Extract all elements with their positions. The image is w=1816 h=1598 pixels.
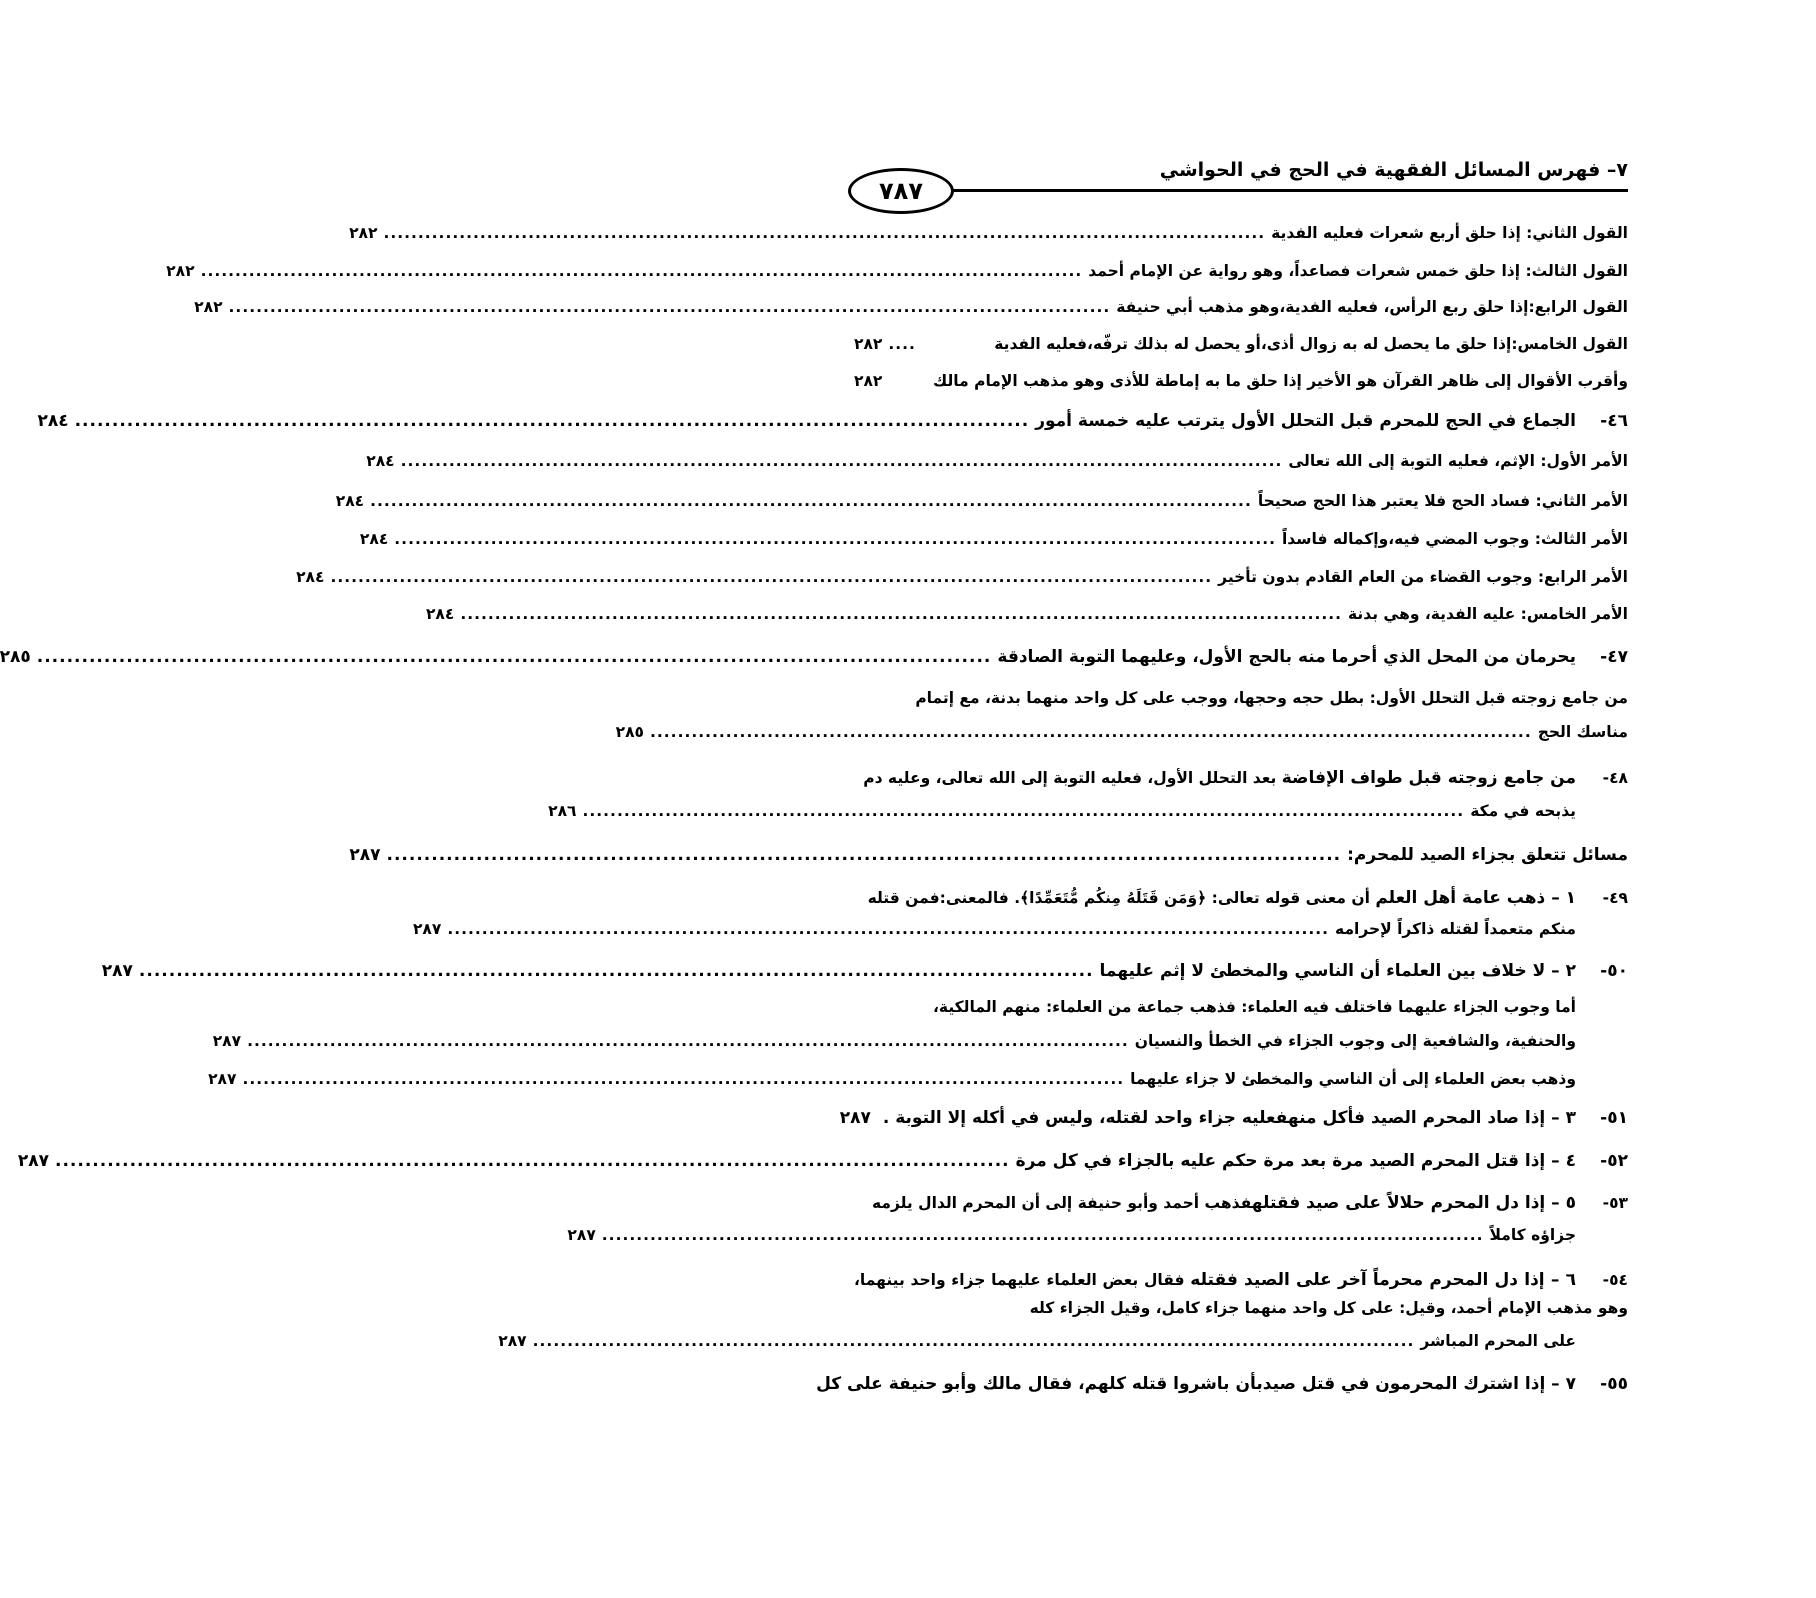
entry-text: وذهب بعض العلماء إلى أن الناسي والمخطئ لا جزاء عليهما <box>1130 1070 1576 1088</box>
leader-dots: ................................................................................................................................ <box>532 1332 1415 1350</box>
entry-lead: ٤ – إذا قتل المحرم الصيد مرة بعد مرة <box>1263 1151 1576 1171</box>
entry-text: وعليهما التوبة الصادقة <box>997 647 1193 667</box>
entry-number: ٤٧- <box>1600 647 1628 667</box>
entry-page: ٢٨٤ <box>366 452 395 470</box>
entry-page: ٢٨٤ <box>296 568 325 586</box>
entry-lead: ٢ – لا خلاف بين العلماء <box>1386 961 1576 981</box>
entry-number: ٥٢- <box>1600 1151 1628 1171</box>
entry-lead: ٦ – إذا دل المحرم محرماً آخر على الصيد فقتله <box>1190 1270 1576 1290</box>
entry-50-paragraph: أما وجوب الجزاء عليهما فاختلف فيه العلماء: فذهب جماعة من العلماء: منهم المالكية، <box>933 998 1576 1016</box>
entry-page: ٢٨٧ <box>17 1151 49 1171</box>
toc-entry-52 <box>17 1150 1628 1172</box>
toc-entry <box>359 528 1628 550</box>
entry-text: وجوب القضاء من العام القادم بدون تأخير <box>1218 568 1538 586</box>
toc-entry <box>208 1068 1628 1090</box>
leader-dots: ................................................................................................................................ <box>228 298 1111 316</box>
entry-page: ٢٨٤ <box>359 530 389 548</box>
toc-entry <box>567 1224 1628 1246</box>
entry-number: ٤٨- <box>1602 769 1628 787</box>
entry-page: ٢٨٤ <box>37 411 69 431</box>
entry-lead: الأمر الرابع: <box>1537 568 1628 586</box>
entry-text: إذا حلق ربع الرأس، فعليه الفدية،وهو مذهب أبي حنيفة <box>1116 298 1529 316</box>
entry-47-paragraph: من جامع زوجته قبل التحلل الأول: بطل حجه وحجها، ووجب على كل واحد منهما بدنة، مع إتمام <box>915 689 1628 707</box>
header-rule <box>946 189 1628 192</box>
toc-entry <box>412 918 1628 940</box>
entry-text: إذا حلق خمس شعرات فصاعداً، وهو رواية عن الإمام أحمد <box>1088 262 1526 280</box>
entry-lead: القول الثاني: <box>1526 224 1628 242</box>
entry-page: ٢٨٢ <box>166 262 195 280</box>
leader-dots: ................................................................................................................................ <box>447 920 1330 938</box>
entry-lead: ٣ – إذا صاد المحرم الصيد فأكل منه <box>1287 1108 1576 1128</box>
toc-entry-46 <box>37 410 1628 432</box>
entry-lead: يحرمان من المحل الذي أحرما منه بالحج الأول، <box>1192 647 1576 667</box>
entry-lead: من جامع زوجته قبل طواف الإفاضة <box>1281 768 1576 788</box>
entry-page: ٢٨٢ <box>349 224 378 242</box>
toc-entry-51 <box>839 1107 1628 1129</box>
page-number-badge: ٧٨٧ <box>848 168 954 214</box>
toc-entry-50 <box>101 960 1628 982</box>
entry-page: ٢٨٧ <box>101 961 133 981</box>
leader-dots: ................................................................................................................................ <box>383 224 1266 242</box>
toc-entry-55 <box>816 1373 1628 1395</box>
entry-text: على المحرم المباشر <box>1420 1332 1576 1350</box>
entry-text: وجوب المضي فيه،وإكماله فاسداً <box>1281 530 1535 548</box>
entry-page: ٢٨٤ <box>335 492 365 510</box>
entry-text: مناسك الحج <box>1537 723 1628 741</box>
entry-lead: الأمر الثالث: <box>1534 530 1628 548</box>
entry-page: ٢٨٥ <box>0 647 31 667</box>
entry-text: حكم عليه بالجزاء في كل مرة <box>1015 1151 1264 1171</box>
entry-53-paragraph <box>854 1189 1628 1217</box>
entry-lead: ١ – ذهب عامة أهل العلم <box>1375 888 1576 908</box>
entry-page: ٢٨٧ <box>498 1332 527 1350</box>
leader-dots: ................................................................................................................................ <box>394 530 1276 548</box>
leader-dots: ................................................................................................................................ <box>55 1151 1010 1171</box>
toc-entry <box>548 800 1628 822</box>
entry-page: ٢٨٧ <box>839 1108 871 1128</box>
leader-dots: ................................................................................................................................ <box>247 1032 1129 1050</box>
entry-text: فعليه جزاء واحد لقتله، وليس في أكله إلا التوبة . <box>882 1108 1288 1128</box>
leader-dots: ................................................................................................................................ <box>460 605 1343 623</box>
entry-text: فساد الحج فلا يعتبر هذا الحج صحيحاً <box>1257 492 1536 510</box>
entry-text: فقال بعض العلماء عليهما جزاء واحد بينهما، وهو مذهب الإمام أحمد، وقيل: على كل واحد منهما جزاء كامل، وقيل الجزاء كله <box>854 1271 1628 1317</box>
entry-text: إذا حلق ما يحصل له به زوال أذى،أو يحصل له بذلك ترفّه،فعليه الفدية <box>994 335 1512 353</box>
entry-text: وأقرب الأقوال إلى ظاهر القرآن هو الأخير إذا حلق ما به إماطة للأذى وهو مذهب الإمام مالك <box>933 372 1628 390</box>
entry-number: ٥٥- <box>1600 1374 1628 1394</box>
running-header-title: ٧– فهرس المسائل الفقهية في الحج في الحواشي <box>1159 159 1628 181</box>
entry-number: ٥٣- <box>1602 1194 1628 1212</box>
entry-text: الإثم، فعليه التوبة إلى الله تعالى <box>1288 452 1541 470</box>
entry-page: ٢٨٧ <box>349 845 381 865</box>
entry-text: فذهب أحمد وأبو حنيفة إلى أن المحرم الدال يلزمه <box>871 1194 1252 1212</box>
toc-entry <box>615 721 1628 743</box>
entry-page: ٢٨٢ <box>194 298 223 316</box>
leader-dots: ................................................................................................................................ <box>74 411 1030 431</box>
toc-entry-47 <box>0 646 1628 668</box>
entry-lead: الأمر الثاني: <box>1535 492 1628 510</box>
toc-entry <box>854 370 1628 392</box>
entry-page: ٢٨٧ <box>567 1226 596 1244</box>
leader-dots: ................................................................................................................................ <box>370 492 1252 510</box>
entry-number: ٥١- <box>1600 1108 1628 1128</box>
entry-text: والحنفية، والشافعية إلى وجوب الجزاء في الخطأ والنسيان <box>1134 1032 1576 1050</box>
entry-54-paragraph <box>854 1266 1628 1322</box>
entry-text: يذبحه في مكة <box>1470 802 1576 820</box>
entry-text: بعد التحلل الأول، فعليه التوبة إلى الله تعالى، وعليه دم <box>863 769 1282 787</box>
entry-page: ٢٨٥ <box>615 723 645 741</box>
entry-text: بأن باشروا قتله كلهم، فقال مالك وأبو حنيفة على كل <box>816 1374 1263 1394</box>
entry-number: ٥٠- <box>1600 961 1628 981</box>
entry-text: الأول يترتب عليه خمسة أمور <box>1035 411 1281 431</box>
leader-dots: ................................................................................................................................ <box>242 1070 1125 1088</box>
entry-lead: القول الثالث: <box>1525 262 1628 280</box>
section-title: مسائل تتعلق بجزاء الصيد للمحرم: <box>1347 845 1628 865</box>
toc-entry <box>854 333 1628 355</box>
leader-dots: ................................................................................................................................ <box>386 845 1342 865</box>
toc-entry <box>366 450 1628 472</box>
entry-lead: ٥ – إذا دل المحرم حلالاً على صيد فقتله <box>1251 1193 1576 1213</box>
entry-lead: الأمر الأول: <box>1540 452 1628 470</box>
entry-lead: ٧ – إذا اشترك المحرمون في قتل صيد <box>1262 1374 1576 1394</box>
entry-lead: الأمر الخامس: <box>1520 605 1628 623</box>
leader-dots: ................................................................................................................................ <box>36 647 992 667</box>
leader-dots: ................................................................................................................................ <box>330 568 1213 586</box>
entry-page: ٢٨٤ <box>425 605 455 623</box>
toc-entry <box>425 603 1628 625</box>
entry-text: أن معنى قوله تعالى: ﴿وَمَن قَتَلَهُ مِنكُم مُّتَعَمِّدًا﴾. فالمعنى:فمن قتله <box>867 889 1376 907</box>
entry-lead: القول الرابع: <box>1528 298 1628 316</box>
toc-entry <box>335 490 1628 512</box>
entry-page: ٢٨٧ <box>412 920 442 938</box>
toc-entry <box>498 1330 1628 1352</box>
entry-text: عليه الفدية، وهي بدنة <box>1348 605 1521 623</box>
entry-text: أن الناسي والمخطئ لا إثم عليهما <box>1099 961 1387 981</box>
entry-49-paragraph <box>854 884 1628 912</box>
entry-text: منكم متعمداً لقتله ذاكراً لإحرامه <box>1335 920 1576 938</box>
leader-dots: ................................................................................................................................ <box>650 723 1532 741</box>
toc-entry <box>296 566 1628 588</box>
leader-dots: ................................................................................................................................ <box>400 452 1283 470</box>
toc-entry <box>194 296 1628 318</box>
leader-dots: ................................................................................................................................ <box>601 1226 1484 1244</box>
entry-number: ٤٩- <box>1602 889 1628 907</box>
toc-entry <box>349 222 1628 244</box>
entry-48-paragraph <box>854 764 1628 792</box>
toc-entry <box>212 1030 1628 1052</box>
leader-dots: .... <box>888 335 916 353</box>
entry-number: ٤٦- <box>1600 411 1628 431</box>
entry-page: ٢٨٧ <box>212 1032 242 1050</box>
entry-text: إذا حلق أربع شعرات فعليه الفدية <box>1271 224 1527 242</box>
entry-lead: القول الخامس: <box>1511 335 1628 353</box>
entry-text: جزاؤه كاملاً <box>1489 1226 1576 1244</box>
entry-page: ٢٨٢ <box>854 335 883 353</box>
leader-dots: ................................................................................................................................ <box>138 961 1094 981</box>
entry-page: ٢٨٦ <box>548 802 577 820</box>
leader-dots: ................................................................................................................................ <box>200 262 1083 280</box>
entry-page: ٢٨٢ <box>854 372 883 390</box>
section-heading <box>349 844 1628 866</box>
entry-page: ٢٨٧ <box>208 1070 237 1088</box>
leader-dots: ................................................................................................................................ <box>582 802 1465 820</box>
entry-lead: الجماع في الحج للمحرم قبل التحلل <box>1280 411 1576 431</box>
entry-number: ٥٤- <box>1602 1271 1628 1289</box>
toc-entry <box>166 260 1628 282</box>
